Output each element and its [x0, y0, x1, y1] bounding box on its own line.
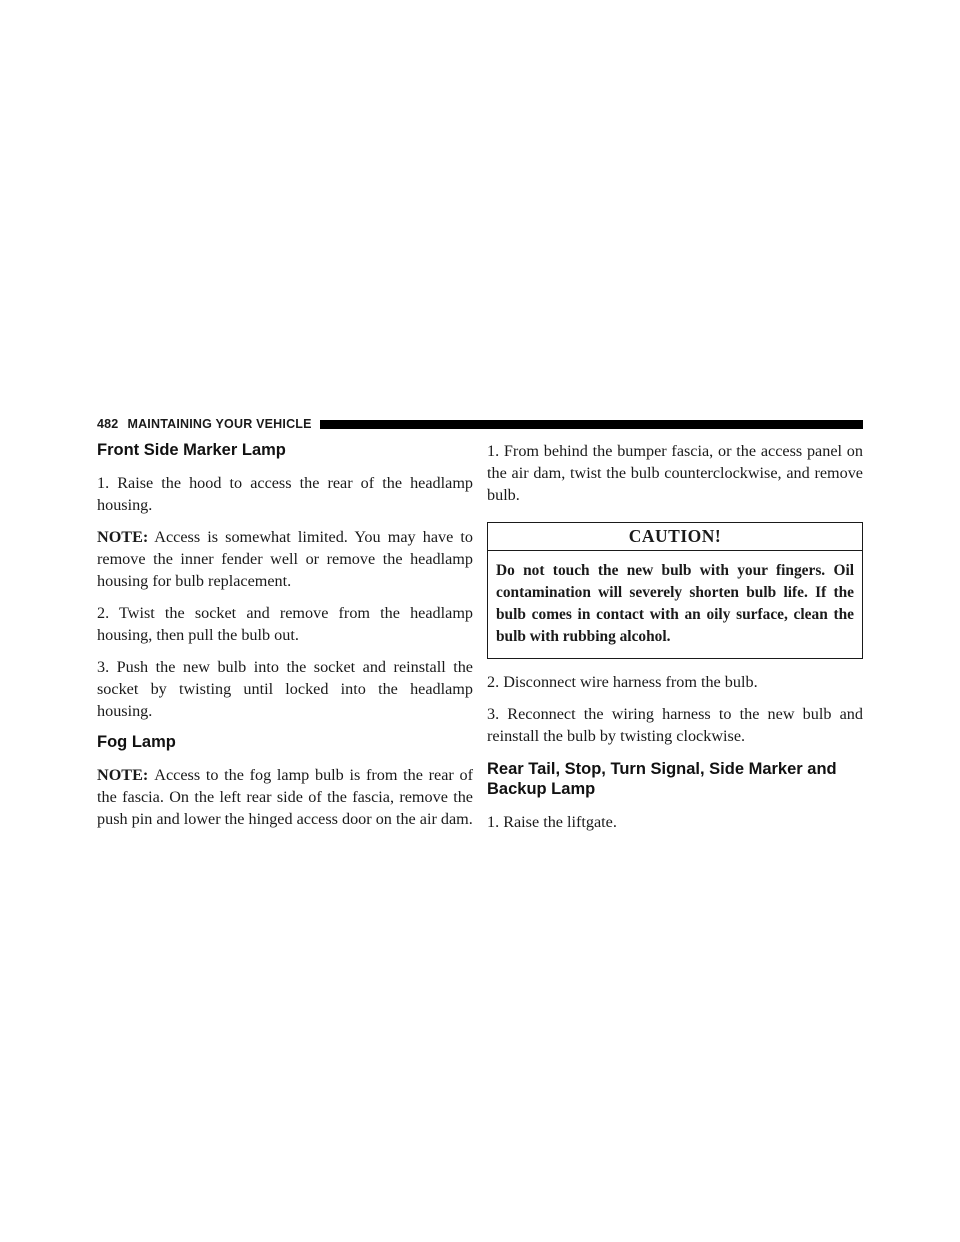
note-text: Access to the fog lamp bulb is from the rear of the fascia. On the left rear side of the fascia, remove the push pin and lower the hinged access door on the air dam.: [97, 766, 473, 828]
caution-box: [487, 522, 863, 659]
note-text: Access is somewhat limited. You may have to remove the inner fender well or remove the headlamp housing for bulb replacement.: [97, 528, 473, 590]
page-number: 482: [97, 417, 119, 431]
page-header: [97, 416, 863, 432]
header-rule: [320, 420, 863, 429]
rear-lamps-step-1: 1. Raise the liftgate.: [487, 813, 617, 831]
front-side-marker-step-3: 3. Push the new bulb into the socket and reinstall the socket by twisting until locked into the headlamp housing.: [97, 658, 473, 720]
fog-lamp-step-1: 1. From behind the bumper fascia, or the access panel on the air dam, twist the bulb counterclockwise, and remove bulb.: [487, 442, 863, 504]
heading-fog-lamp: Fog Lamp: [97, 733, 176, 751]
note-label: NOTE:: [97, 766, 149, 784]
caution-text: Do not touch the new bulb with your fingers. Oil contamination will severely shorten bulb life. If the bulb comes in contact with an oily surface, clean the bulb with rubbing alcohol.: [496, 562, 854, 645]
fog-lamp-step-2: 2. Disconnect wire harness from the bulb.: [487, 673, 758, 691]
heading-rear-lamps: Rear Tail, Stop, Turn Signal, Side Marker and Backup Lamp: [487, 760, 837, 798]
front-side-marker-note: [97, 526, 473, 592]
section-title: MAINTAINING YOUR VEHICLE: [127, 417, 312, 431]
note-label: NOTE:: [97, 528, 149, 546]
fog-lamp-note: [97, 764, 473, 830]
right-column: [487, 440, 863, 843]
heading-front-side-marker-lamp: Front Side Marker Lamp: [97, 441, 286, 459]
front-side-marker-step-1: 1. Raise the hood to access the rear of the headlamp housing.: [97, 474, 473, 514]
left-column: [97, 440, 473, 840]
caution-title: CAUTION!: [488, 523, 862, 551]
fog-lamp-step-3: 3. Reconnect the wiring harness to the new bulb and reinstall the bulb by twisting clockwise.: [487, 705, 863, 745]
front-side-marker-step-2: 2. Twist the socket and remove from the headlamp housing, then pull the bulb out.: [97, 604, 473, 644]
